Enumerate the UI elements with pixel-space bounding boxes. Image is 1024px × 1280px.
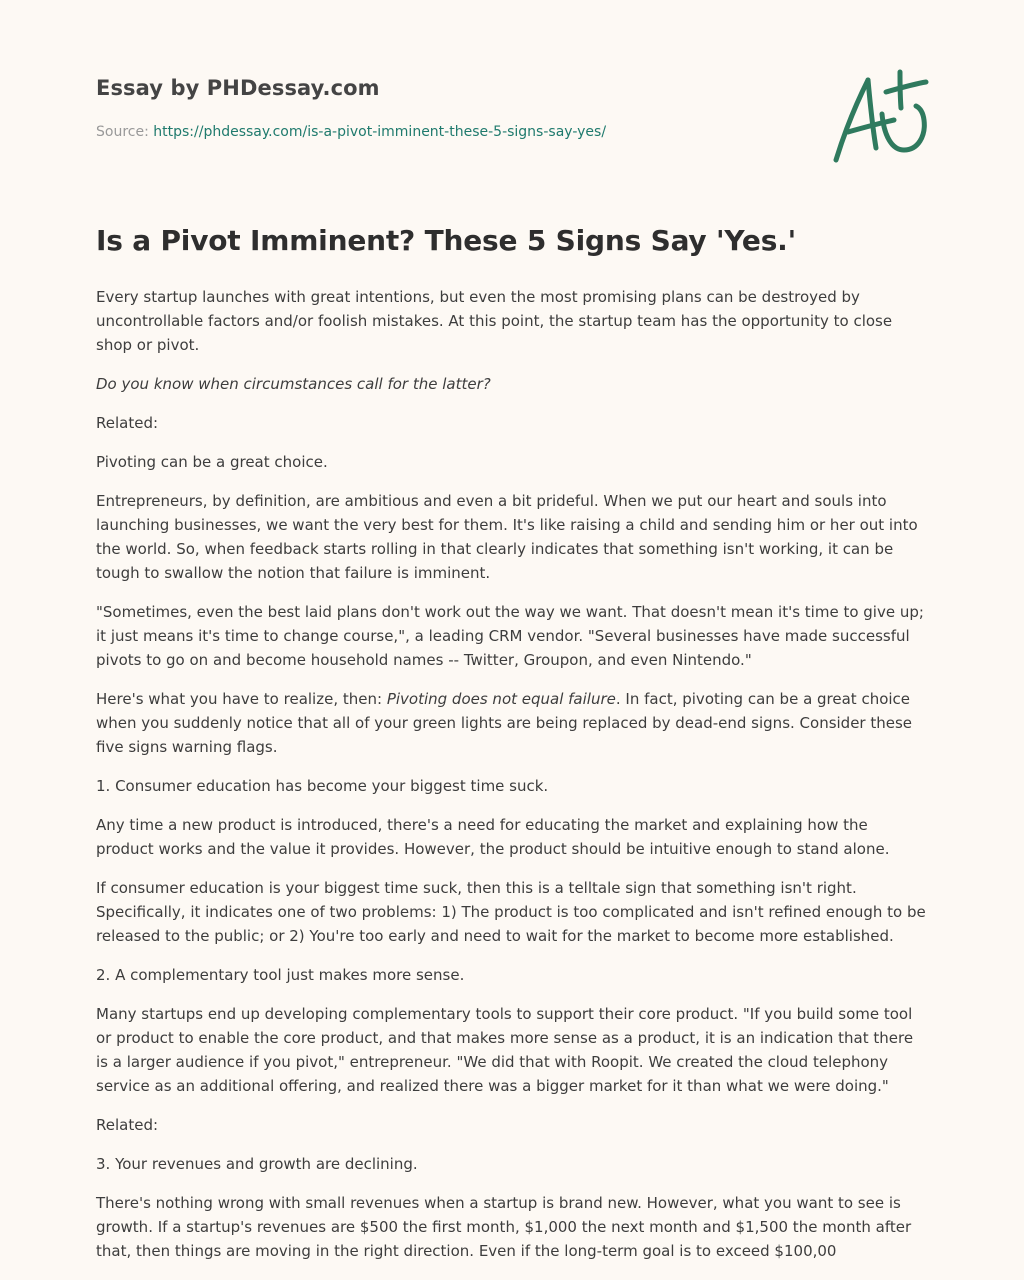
brand-title: Essay by PHDessay.com [96,76,380,100]
italic-question: Do you know when circumstances call for the latter? [96,375,491,393]
paragraph: Entrepreneurs, by definition, are ambitious and even a bit prideful. When we put our heart and souls into launching businesses, we want the very best for them. It's like raising a child and sending him or her out into the world. So, when feedback starts rolling in that clearly indicates that something isn't working, it can be tough to swallow the notion that failure is imminent. [96,492,918,582]
related-label: Related: [96,414,159,432]
paragraph: Many startups end up developing complementary tools to support their core product. "If you build some tool or product to enable the core product, and that makes more sense as a product, it is an indication that there is a larger audience if you pivot," entrepreneur. "We did that with Roopit. We created the cloud telephony service as an additional offering, and realized there was a bigger market for it than what we were doing." [96,1005,914,1095]
emphasis-text: Pivoting does not equal failure [386,690,616,708]
text-run: . In fact, pivoting can be a great choice when you suddenly notice that all of your green lights are being replaced by dead-end signs. Consider these five signs warning flags. [96,690,913,756]
related-label: Related: [96,1116,159,1134]
text-run: Here's what you have to realize, then: [96,690,387,708]
paragraph: There's nothing wrong with small revenues when a startup is brand new. However, what you want to see is growth. If a startup's revenues are $500 the first month, $1,000 the next month and $1,500 the month after that, then things are moving in the right direction. Even if the long-term goal is to exceed $100,00 [96,1194,912,1260]
paragraph: Any time a new product is introduced, there's a need for educating the market and explaining how the product works and the value it provides. However, the product should be intuitive enough to stand alone. [96,816,890,858]
essay-title: Is a Pivot Imminent? These 5 Signs Say 'Yes.' [96,224,796,257]
paragraph: Pivoting can be a great choice. [96,453,328,471]
source-link[interactable]: https://phdessay.com/is-a-pivot-imminent-these-5-signs-say-yes/ [153,124,607,140]
section-heading: 1. Consumer education has become your biggest time suck. [96,777,549,795]
essay-body [96,285,928,1278]
paragraph: Every startup launches with great intentions, but even the most promising plans can be destroyed by uncontrollable factors and/or foolish mistakes. At this point, the startup team has the opportunity to close shop or pivot. [96,288,893,354]
source-label: Source: [96,124,154,140]
paragraph [96,687,928,759]
paragraph: If consumer education is your biggest time suck, then this is a telltale sign that something isn't right. Specifically, it indicates one of two problems: 1) The product is too complicated and isn't refined enough to be released to the public; or 2) You're too early and need to wait for the market to become more established. [96,879,926,945]
section-heading: 3. Your revenues and growth are declining. [96,1155,418,1173]
a-plus-grade-icon [828,66,932,170]
quote-paragraph: "Sometimes, even the best laid plans don't work out the way we want. That doesn't mean it's time to give up; it just means it's time to change course,", a leading CRM vendor. "Several businesses have made successful pivots to go on and become household names -- Twitter, Groupon, and even Nintendo." [96,603,924,669]
section-heading: 2. A complementary tool just makes more sense. [96,966,465,984]
page-header [96,0,928,200]
source-line [96,124,606,140]
